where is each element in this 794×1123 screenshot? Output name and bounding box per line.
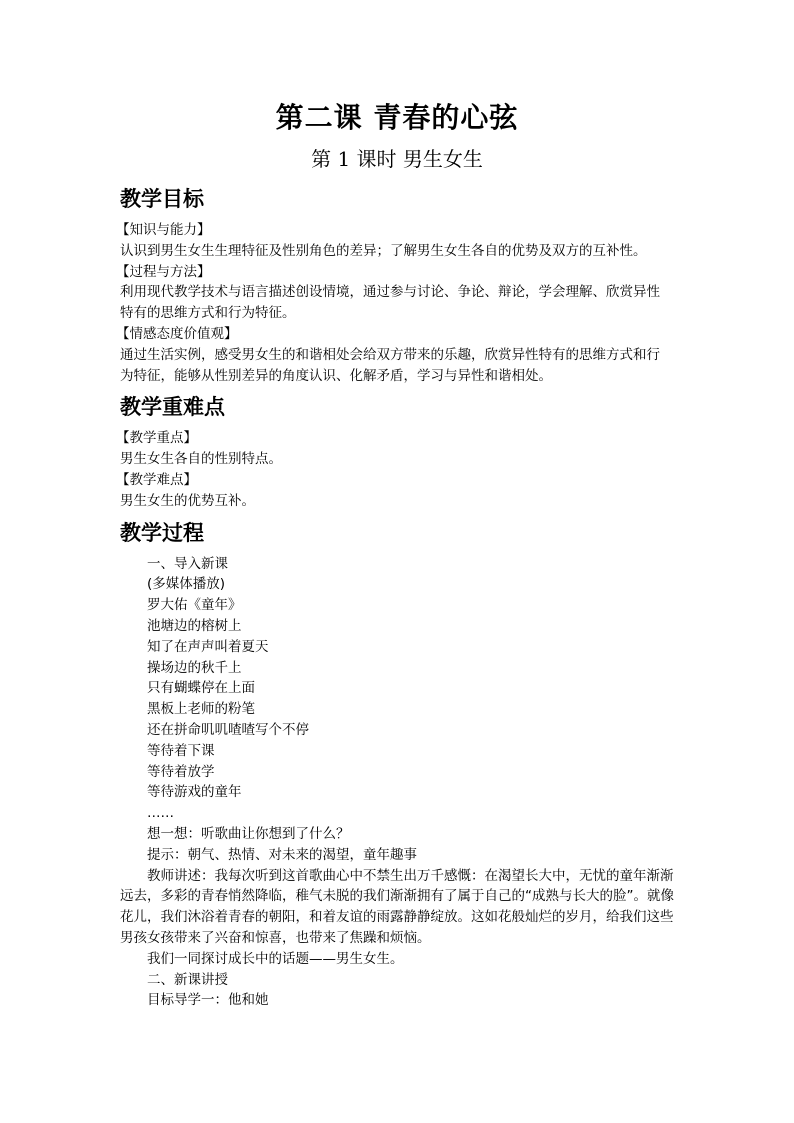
difficulty-text: 男生女生的优势互补。 — [120, 492, 255, 509]
process-line: …… — [147, 805, 174, 822]
emotion-label: 【情感态度价值观】 — [116, 325, 238, 342]
key-points-heading: 教学重难点 — [120, 394, 225, 420]
topic-intro: 我们一同探讨成长中的话题——男生女生。 — [147, 950, 404, 967]
document-body — [116, 182, 680, 1011]
process-line: (多媒体播放) — [147, 576, 226, 593]
lesson-title: 第二课 青春的心弦 — [275, 101, 519, 134]
process-line: 提示：朝气、热情、对未来的渴望，童年趣事 — [147, 846, 417, 863]
focus-label: 【教学重点】 — [116, 430, 197, 447]
process-heading: 教学过程 — [120, 519, 204, 545]
process-line: 还在拼命叽叽喳喳写个不停 — [147, 721, 309, 738]
lesson-subtitle: 第 1 课时 男生女生 — [311, 147, 483, 171]
process-line: 只有蝴蝶停在上面 — [147, 680, 255, 697]
knowledge-text: 认识到男生女生生理特征及性别角色的差异；了解男生女生各自的优势及双方的互补性。 — [120, 242, 647, 259]
goal-one-heading: 目标导学一：他和她 — [147, 992, 269, 1009]
goals-heading: 教学目标 — [120, 186, 204, 211]
process-lines — [120, 554, 680, 866]
process-line: 等待着下课 — [147, 742, 215, 759]
new-lesson-heading: 二、新课讲授 — [147, 971, 228, 988]
focus-text: 男生女生各自的性别特点。 — [120, 451, 282, 468]
process-line: 池塘边的榕树上 — [147, 617, 242, 634]
process-line: 罗大佑《童年》 — [147, 597, 242, 614]
emotion-text-line2: 为特征，能够从性别差异的角度认识、化解矛盾，学习与异性和谐相处。 — [120, 367, 552, 384]
difficulty-label: 【教学难点】 — [116, 471, 197, 488]
knowledge-label: 【知识与能力】 — [116, 222, 211, 238]
process-method-text-line2: 特有的思维方式和行为特征。 — [120, 305, 296, 322]
process-method-text-line1: 利用现代教学技术与语言描述创设情境，通过参与讨论、争论、辩论，学会理解、欣赏异性 — [120, 284, 660, 301]
emotion-text-line1: 通过生活实例，感受男女生的和谐相处会给双方带来的乐趣，欣赏异性特有的思维方式和行 — [120, 346, 660, 363]
process-line: 知了在声声叫着夏天 — [147, 638, 269, 655]
process-line: 黑板上老师的粉笔 — [147, 701, 255, 718]
process-line: 等待游戏的童年 — [147, 784, 242, 801]
process-method-label: 【过程与方法】 — [116, 263, 211, 280]
process-line: 操场边的秋千上 — [147, 659, 242, 676]
process-line: 一、导入新课 — [147, 555, 228, 572]
process-line: 等待着放学 — [147, 763, 215, 780]
teacher-narration: 教师讲述：我每次听到这首歌曲心中不禁生出万千感慨：在渴望长大中，无忧的童年渐渐远去，多彩的青春悄然降临，稚气未脱的我们渐渐拥有了属于自己的“成熟与长大的脸”。就像花儿，我们沐浴着青春的朝阳，和着友谊的雨露静静绽放。这如花般灿烂的岁月，给我们这些男孩女孩带来了兴奋和惊喜，也带来了焦躁和烦恼。 — [120, 867, 674, 946]
process-line: 想一想：听歌曲让你想到了什么？ — [147, 825, 350, 842]
